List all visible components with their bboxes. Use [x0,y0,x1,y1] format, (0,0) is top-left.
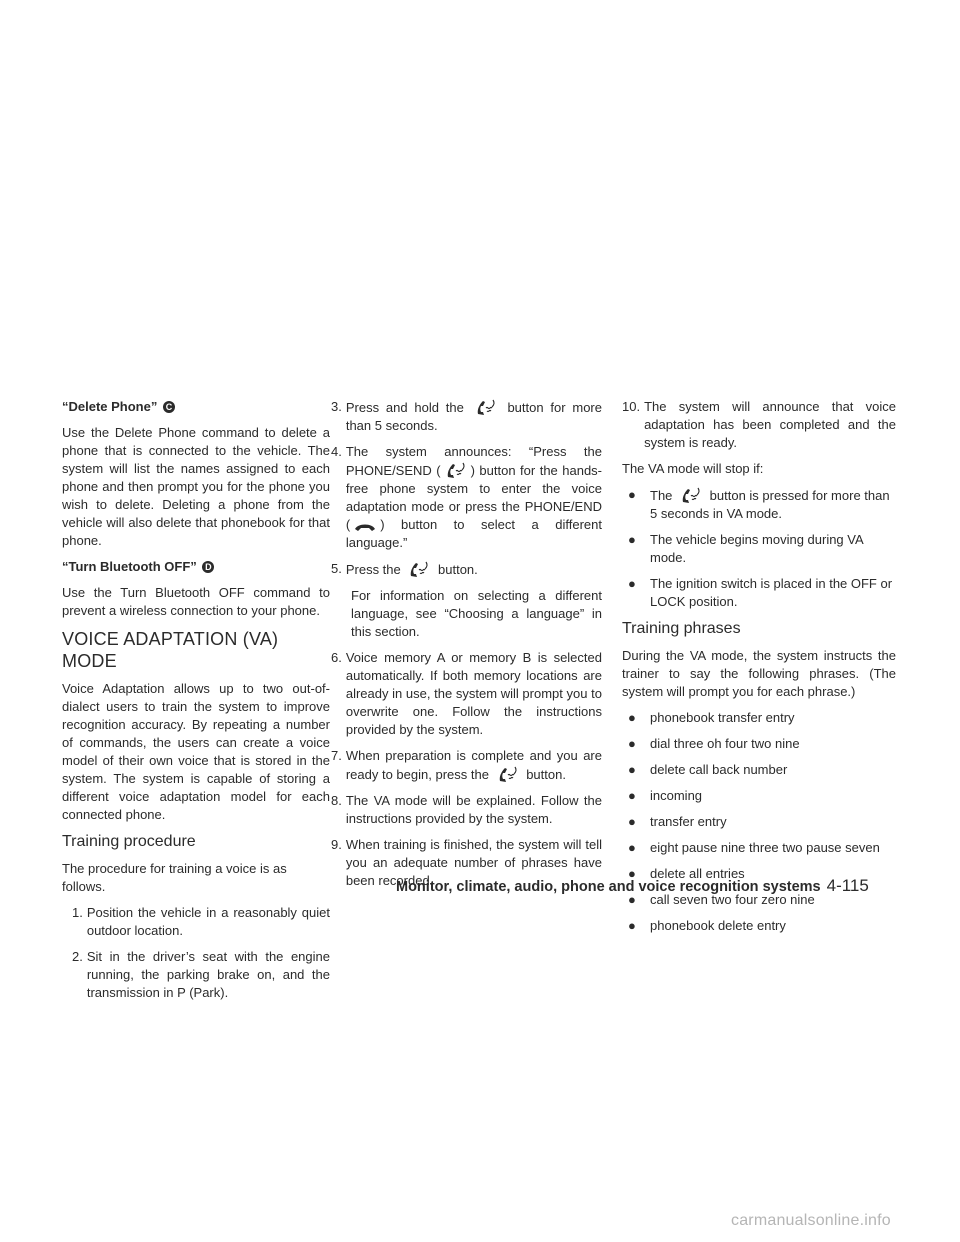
list-item: ● The ignition switch is placed in the OFF or LOCK position. [622,575,896,611]
step-number: 6. [331,650,342,665]
bullet-icon: ● [628,762,636,777]
step-text: Sit in the driver’s seat with the engine running, the parking brake on, and the transmission in P (Park). [86,949,330,1000]
list-item: ● phonebook delete entry [622,917,896,935]
left-column [62,398,330,1010]
list-item: ● delete call back number [622,761,896,779]
page-number: 4-115 [826,876,869,895]
list-item: ● call seven two four zero nine [622,891,896,909]
training-procedure-intro: The procedure for training a voice is as follows. [62,861,287,894]
training-phrases-intro: During the VA mode, the system instructs the trainer to say the following phrases. (The system will prompt you for each phrase.) [622,648,896,699]
bullet-icon: ● [628,532,636,547]
step-number: 2. [72,949,83,964]
step-4 [331,443,602,552]
bullet-icon: ● [628,788,636,803]
bullet-icon: ● [628,487,636,502]
step-number: 10. [622,399,641,414]
bullet-icon: ● [628,814,636,829]
step-3 [331,398,602,435]
stop-intro: The VA mode will stop if: [622,461,764,476]
step-text: The system will announce that voice adaptation has been completed and the system is ready. [644,399,896,450]
phone-send-voice-icon [445,461,467,479]
phone-send-voice-icon [680,486,702,504]
step-5 [331,560,602,579]
bullet-icon: ● [628,918,636,933]
step-number: 9. [331,837,342,852]
list-item: ● dial three oh four two nine [622,735,896,753]
bullet-icon: ● [628,736,636,751]
step-number: 3. [331,399,342,414]
step-text: Position the vehicle in a reasonably quiet outdoor location. [86,905,330,938]
step-text: When training is finished, the system will tell you an adequate number of phrases have been recorded. [345,837,602,888]
step-7 [331,747,602,784]
step-text: The VA mode will be explained. Follow the instructions provided by the system. [345,793,602,826]
bluetooth-off-text: Use the Turn Bluetooth OFF command to prevent a wireless connection to your phone. [62,585,330,618]
step-text: Press the button. [345,562,478,577]
bluetooth-off-heading: “Turn Bluetooth OFF” D [62,558,330,576]
step-1 [72,904,330,940]
bullet-icon: ● [628,892,636,907]
va-mode-text: Voice Adaptation allows up to two out-of-dialect users to train the system to improve recognition accuracy. By repeating a number of commands, the users can create a voice model of their own voice that is stored in the system. The system is capable of storing a different voice adaptation model for each connected phone. [62,681,330,822]
step-number: 5. [331,561,342,576]
list-item: ● The button is pressed for more than 5 seconds in VA mode. [622,486,896,523]
right-column [622,398,896,943]
bullet-icon: ● [628,576,636,591]
middle-column [331,398,602,898]
list-item: ● The vehicle begins moving during VA mode. [622,531,896,567]
step-8 [331,792,602,828]
training-procedure-heading: Training procedure [62,833,196,850]
phone-send-voice-icon [475,398,497,416]
bullet-icon: ● [628,840,636,855]
page-footer [396,877,916,896]
list-item: ● incoming [622,787,896,805]
list-item: ● eight pause nine three two pause seven [622,839,896,857]
list-item: ● transfer entry [622,813,896,831]
step-6 [331,649,602,739]
list-item: ● delete all entries [622,865,896,883]
step-number: 7. [331,748,342,763]
footer-section-title: Monitor, climate, audio, phone and voice recognition systems [396,879,821,895]
step-number: 1. [72,905,83,920]
step-10 [622,398,896,452]
watermark: carmanualsonline.info [731,1212,891,1229]
va-mode-heading: VOICE ADAPTATION (VA) MODE [62,629,279,671]
step-2 [72,948,330,1002]
step-text: Voice memory A or memory B is selected automatically. If both memory locations are already in use, the system will prompt you to overwrite one. Follow the instructions provided by the system. [345,650,602,737]
marker-d: D [202,561,214,573]
bullet-icon: ● [628,710,636,725]
stop-conditions-list [622,486,896,611]
phone-send-voice-icon [497,765,519,783]
step-text: Press and hold the button for more than 5 seconds. [345,400,602,433]
marker-c: C [163,401,175,413]
phone-end-icon [354,521,376,533]
list-item: ● phonebook transfer entry [622,709,896,727]
delete-phone-heading: “Delete Phone” C [62,398,330,416]
phone-send-voice-icon [408,560,430,578]
step-text: When preparation is complete and you are ready to begin, press the button. [345,748,602,782]
training-phrases-list [622,709,896,935]
step-5-info: For information on selecting a different language, see “Choosing a language” in this section. [351,588,602,639]
bullet-icon: ● [628,866,636,881]
training-phrases-heading: Training phrases [622,620,741,637]
delete-phone-text: Use the Delete Phone command to delete a phone that is connected to the vehicle. The system will list the names assigned to each phone and then prompt you for the phone you wish to delete. Deleting a phone from the vehicle will also delete that phonebook for that phone. [62,425,330,548]
step-number: 8. [331,793,342,808]
step-text: The system announces: “Press the PHONE/SEND ( ) button for the hands-free phone system to enter the voice adaptation mode or press the PHONE/END ( ) button to select a different language.” [345,444,602,550]
step-number: 4. [331,444,342,459]
